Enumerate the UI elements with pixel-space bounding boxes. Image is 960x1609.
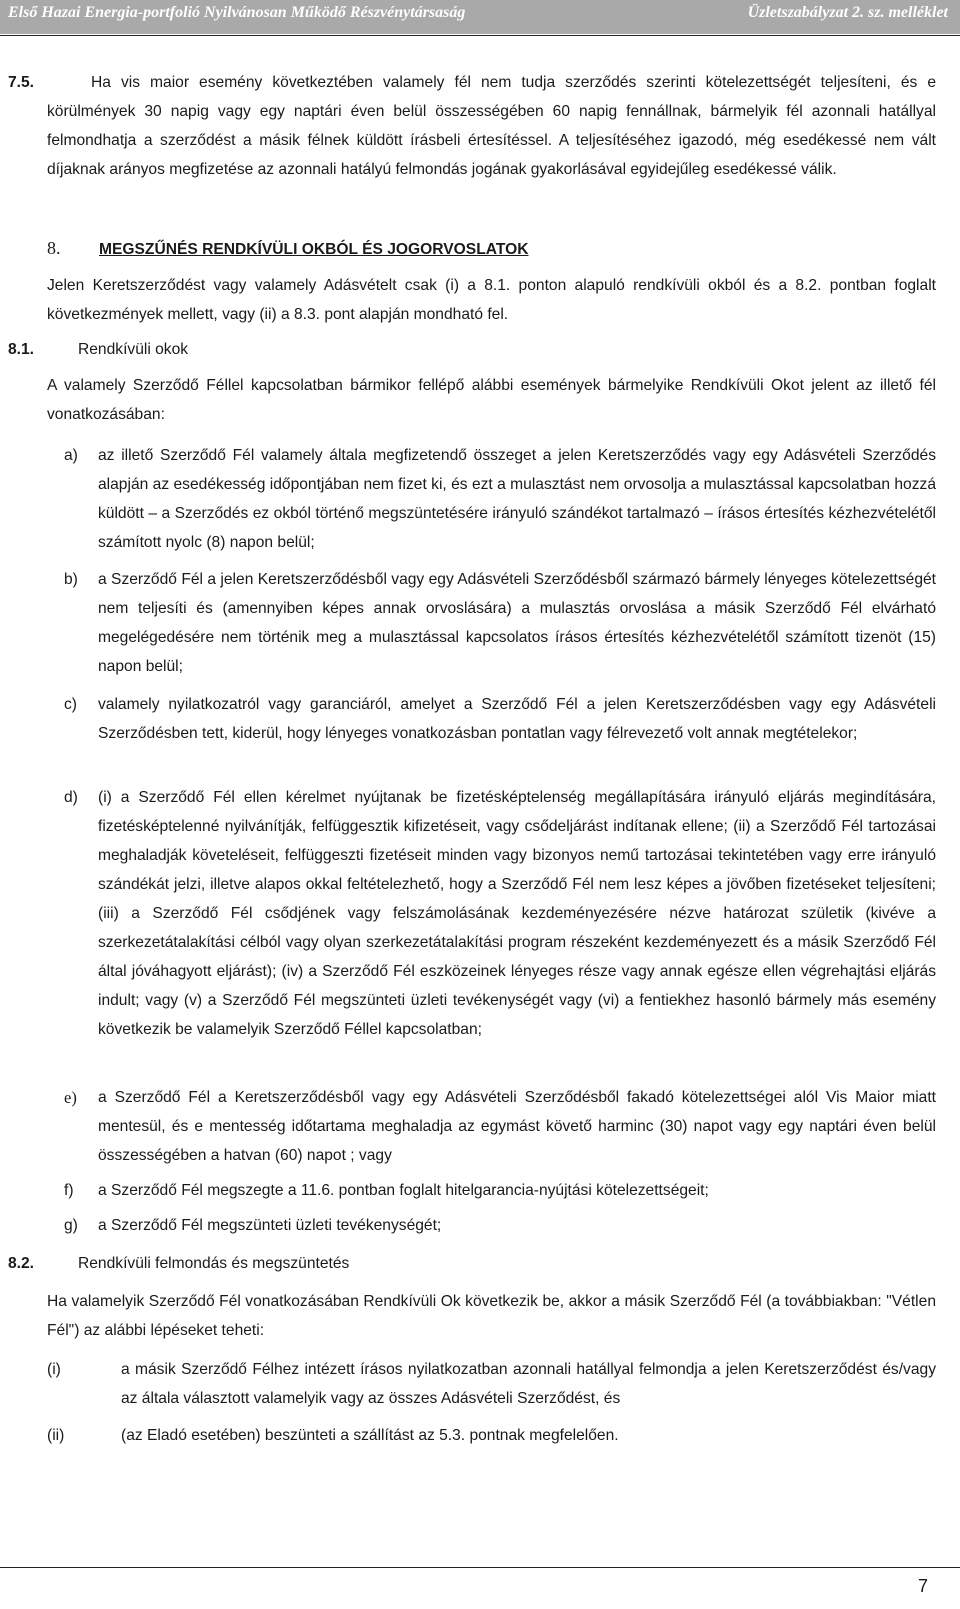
list-item-text-b: a Szerződő Fél a jelen Keretszerződésből vagy egy Adásvételi Szerződésből származó bármely lényeges kötelezettségét nem teljesíti és (amennyiben képes annak orvoslására) a mulasztás orvoslása a másik Szerződő Fél elvárható megelégedésére nem történik meg a mulasztással kapcsolatos írásos értesítés kézhezvételétől számított tizenöt (15) napon belül;: [98, 571, 936, 675]
section-8-title: MEGSZŰNÉS RENDKÍVÜLI OKBÓL ÉS JOGORVOSLATOK: [99, 241, 529, 258]
list-item-label-c: c): [64, 696, 77, 713]
section-number-8-1: 8.1.: [8, 341, 35, 358]
list-item-text-f: a Szerződő Fél megszegte a 11.6. pontban foglalt hitelgarancia-nyújtási kötelezettségeit;: [98, 1182, 709, 1199]
list-item-label-b: b): [64, 571, 78, 588]
section-number-8: 8.: [47, 238, 61, 258]
list-item-label-e: e): [64, 1088, 77, 1107]
section-7-5-first-line: Ha vis maior esemény következtében valamely fél nem tudja szerződés szerinti kötelezettségét teljesíteni, és e: [91, 74, 936, 91]
page-number: 7: [918, 1576, 929, 1596]
section-8-2-title: Rendkívüli felmondás és megszüntetés: [78, 1255, 350, 1272]
section-8-intro: Jelen Keretszerződést vagy valamely Adásvételt csak (i) a 8.1. ponton alapuló rendkívüli okból és a 8.2. pontban foglalt következmények mellett, vagy (ii) a 8.3. pont alapján mondható fel.: [47, 277, 936, 323]
section-8-2-intro: Ha valamelyik Szerződő Fél vonatkozásában Rendkívüli Ok következik be, akkor a másik Szerződő Fél (a továbbiakban: "Vétlen Fél") az alábbi lépéseket teheti:: [47, 1293, 936, 1339]
section-number-7-5: 7.5.: [8, 74, 35, 91]
section-8-1-title: Rendkívüli okok: [78, 341, 189, 358]
list-item-text-e: a Szerződő Fél a Keretszerződésből vagy egy Adásvételi Szerződésből fakadó kötelezettségei alól Vis Maior miatt mentesül, és e mentesség időtartama meghaladja az egymást követő harminc (30) napot vagy egy naptári éven belül összességében a hatvan (60) napot ; vagy: [98, 1089, 936, 1164]
list-item-label-d: d): [64, 789, 78, 806]
footer-divider: [0, 1567, 960, 1568]
list-item-label-g: g): [64, 1217, 78, 1234]
list-item-label-a: a): [64, 447, 78, 464]
section-8-1-intro: A valamely Szerződő Féllel kapcsolatban bármikor fellépő alábbi események bármelyike Rendkívüli Okot jelent az illető fél vonatkozásában:: [47, 377, 936, 423]
list-item-label-f: f): [64, 1182, 74, 1199]
list-item-text-i: a másik Szerződő Félhez intézett írásos nyilatkozatban azonnali hatállyal felmondja a jelen Keretszerződést és/vagy az általa választott valamelyik vagy az összes Adásvételi Szerződést, és: [121, 1361, 936, 1407]
list-item-text-a: az illető Szerződő Fél valamely általa megfizetendő összeget a jelen Keretszerződés vagy egy Adásvételi Szerződés alapján az esedékesség időpontjában nem fizet ki, és ezt a mulasztást nem orvosolja a mulasztással kapcsolatban hozzá küldött – a Szerződés ez okból történő megszüntetésére irányuló szándékot tartalmazó – írásos értesítés kézhezvételétől számított nyolc (8) napon belül;: [98, 447, 936, 551]
header-annex-label: Üzletszabályzat 2. sz. melléklet: [747, 4, 948, 21]
list-item-text-g: a Szerződő Fél megszünteti üzleti tevékenységét;: [98, 1217, 442, 1234]
section-7-5-text: körülmények 30 napig vagy egy naptári éven belül összességében 60 napig fennállnak, bármelyik fél azonnali hatállyal felmondhatja a szerződést a másik félnek küldött írásbeli értesítéssel. A teljesítéséhez igazodó, még esedékessé nem vált díjaknak arányos megfizetése az azonnali hatályú felmondás jogának gyakorlásával egyidejűleg esedékessé válik.: [47, 103, 936, 178]
list-item-label-ii: (ii): [47, 1427, 65, 1444]
page-header: [0, 0, 960, 34]
list-item-text-c: valamely nyilatkozatról vagy garanciáról, amelyet a Szerződő Fél a jelen Keretszerződésben vagy egy Adásvételi Szerződésben tett, kiderül, hogy lényeges vonatkozásban pontatlan vagy félrevezető volt annak megtételekor;: [98, 696, 936, 742]
header-company-name: Első Hazai Energia-portfolió Nyilvánosan Működő Részvénytársaság: [8, 4, 466, 21]
header-divider: [0, 35, 960, 36]
section-number-8-2: 8.2.: [8, 1255, 35, 1272]
list-item-text-ii: (az Eladó esetében) beszünteti a szállítást az 5.3. pontnak megfelelően.: [121, 1427, 619, 1444]
list-item-text-d: (i) a Szerződő Fél ellen kérelmet nyújtanak be fizetésképtelenség megállapítására irányuló eljárás megindítására, fizetésképtelenné nyilvánítják, felfüggesztik kifizetéseit, vagy csődeljárást indítanak ellene; (ii) a Szerződő Fél tartozásai meghaladják követeléseit, felfüggeszti fizetéseit minden vagy bizonyos nemű tartozásai tekintetében vagy erre irányuló szándékát jelzi, illetve alapos okkal feltételezhető, hogy a Szerződő Fél nem lesz képes a jövőben fizetéseket teljesíteni; (iii) a Szerződő Fél csődjének vagy felszámolásának kezdeményezésére nézve határozat születik (kivéve a szerkezetátalakítási célból vagy olyan szerkezetátalakítási program részeként kezdeményezett és a másik Szerződő Fél által jóváhagyott eljárást); (iv) a Szerződő Fél eszközeinek lényeges része vagy annak egésze ellen végrehajtási eljárás indult; vagy (v) a Szerződő Fél megszünteti üzleti tevékenységét vagy (vi) a fentiekhez hasonló bármely más esemény következik be valamelyik Szerződő Féllel kapcsolatban;: [98, 789, 936, 1038]
list-item-label-i: (i): [47, 1361, 61, 1378]
